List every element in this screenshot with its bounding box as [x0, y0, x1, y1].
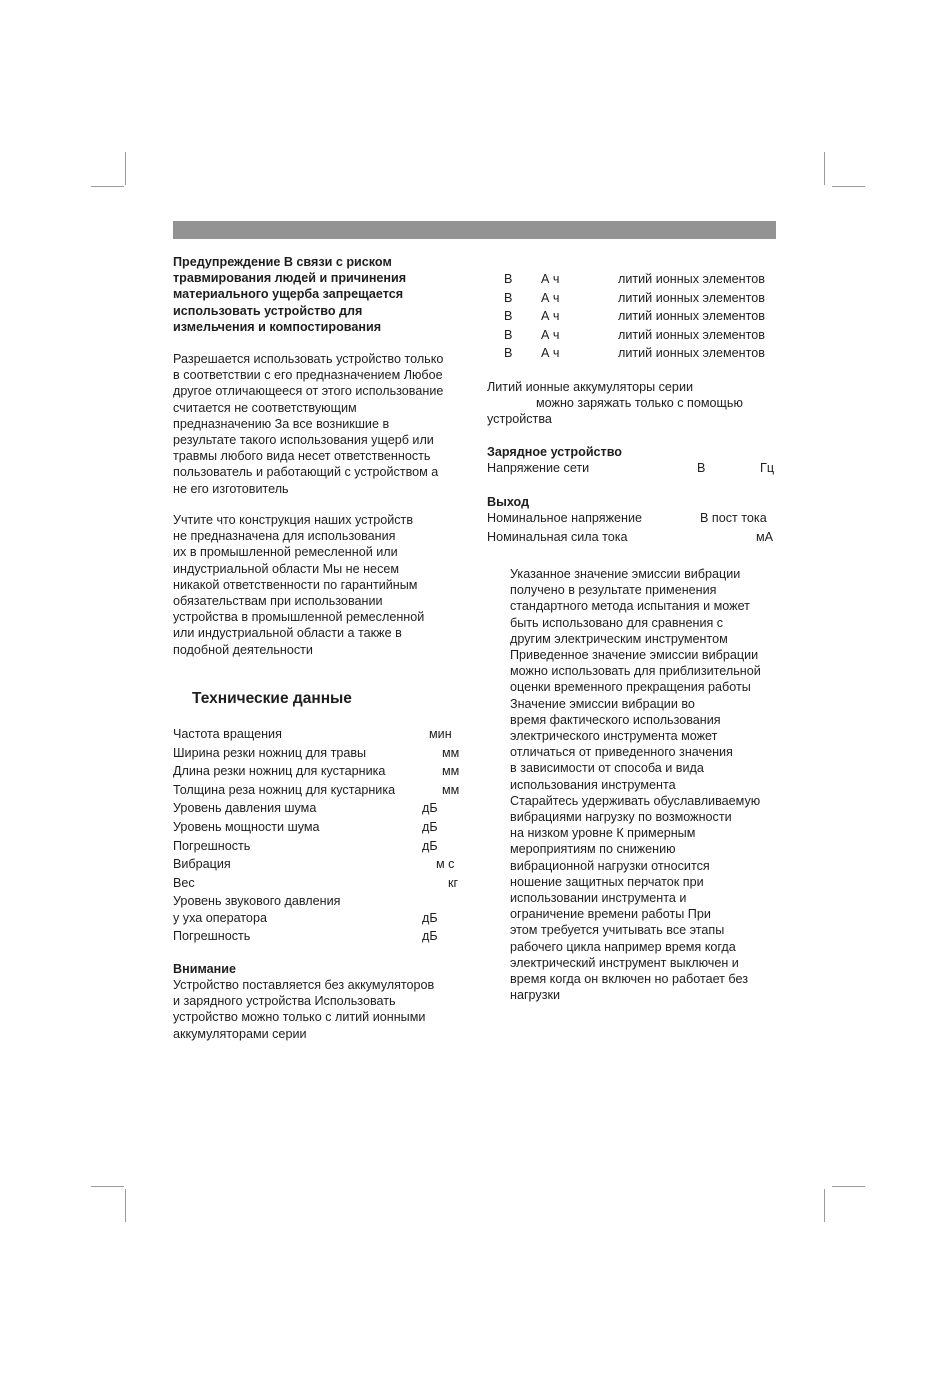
spec-unit: дБ [422, 819, 438, 834]
output-title: Выход [487, 495, 530, 509]
text-line: отличаться от приведенного значения [510, 745, 733, 760]
text-line: устройства в промышленной ремесленной [173, 610, 425, 625]
text-line: или индустриальной области а также в [173, 626, 402, 641]
crop-mark [832, 186, 865, 187]
crop-mark [91, 186, 124, 187]
spec-label: Погрешность [173, 838, 251, 853]
text-line: оценки временного прекращения работы [510, 680, 751, 695]
spec-unit: мм [442, 745, 460, 760]
spec-label: Вибрация [173, 857, 231, 872]
output-label: Номинальная сила тока [487, 529, 628, 544]
spec-label: Ширина резки ножниц для травы [173, 745, 367, 760]
battery-row [487, 327, 777, 346]
charger-title: Зарядное устройство [487, 445, 622, 459]
text-line: электрический инструмент выключен и [510, 955, 739, 970]
text-line: Значение эмиссии вибрации во [510, 696, 695, 711]
spec-row [173, 856, 473, 875]
text-line: Старайтесь удерживать обуславливаемую [510, 793, 761, 808]
attention-paragraph [173, 977, 434, 1042]
text-line: не его изготовитель [173, 481, 289, 496]
text-line: пользователь и работающий с устройством а [173, 465, 439, 480]
spec-label: Уровень мощности шума [173, 819, 320, 834]
battery-row [487, 345, 777, 364]
spec-unit: кг [448, 875, 459, 890]
battery-capacity-unit: А ч [541, 290, 560, 305]
tech-data-table [173, 726, 473, 947]
crop-mark [824, 1189, 825, 1222]
spec-label: Частота вращения [173, 727, 282, 741]
tech-data-title: Технические данные [192, 690, 352, 707]
text-line: этом требуется учитывать все этапы [510, 923, 725, 938]
attention-title: Внимание [173, 962, 236, 976]
spec-label: у уха оператора [173, 910, 267, 925]
charging-note-paragraph [487, 379, 743, 428]
text-line: ограничение времени работы При [510, 907, 711, 922]
output-unit: В пост тока [700, 511, 767, 525]
battery-row [487, 271, 777, 290]
spec-label: Длина резки ножниц для кустарника [173, 764, 386, 779]
warning-line: материального ущерба запрещается [173, 287, 404, 302]
output-unit: мА [756, 529, 774, 544]
text-line: использования инструмента [510, 777, 676, 792]
text-line: Литий ионные аккумуляторы серии [487, 380, 694, 394]
text-line: индустриальной области Мы не несем [173, 561, 400, 576]
text-line: в соответствии с его предназначением Любое [173, 368, 443, 383]
text-line: время когда он включен но работает без [510, 972, 749, 987]
spec-unit: м с [436, 857, 455, 872]
text-line: подобной деятельности [173, 642, 313, 657]
warning-line: Предупреждение В связи с риском [173, 255, 392, 269]
spec-unit: дБ [422, 929, 438, 944]
charger-row [487, 460, 777, 478]
battery-capacity-unit: А ч [541, 272, 560, 286]
text-line: Учтите что конструкция наших устройств [173, 513, 414, 527]
battery-cells: литий ионных элементов [618, 346, 765, 361]
warning-line: измельчения и компостирования [173, 319, 382, 334]
text-line: на низком уровне К примерным [510, 826, 696, 841]
battery-voltage-unit: В [504, 309, 513, 324]
text-line: вибрационной нагрузки относится [510, 858, 710, 873]
text-line: их в промышленной ремесленной или [173, 545, 398, 560]
spec-row [173, 875, 473, 894]
text-line: Устройство поставляется без аккумуляторов [173, 978, 435, 992]
spec-row [173, 910, 473, 929]
text-line: можно заряжать только с помощью [536, 396, 743, 411]
spec-label: Толщина реза ножниц для кустарника [173, 782, 396, 797]
text-line: Приведенное значение эмиссии вибрации [510, 648, 759, 663]
crop-mark [824, 152, 825, 185]
output-label: Номинальное напряжение [487, 511, 643, 525]
charger-voltage-unit: В [697, 461, 706, 475]
output-row [487, 529, 777, 548]
text-line: рабочего цикла например время когда [510, 939, 736, 954]
crop-mark [125, 152, 126, 185]
industrial-note-paragraph [173, 512, 424, 658]
spec-row [173, 800, 473, 819]
spec-row [173, 726, 473, 745]
spec-row [173, 763, 473, 782]
battery-voltage-unit: В [504, 327, 513, 342]
charger-frequency-unit: Гц [760, 461, 775, 475]
crop-mark [125, 1189, 126, 1222]
spec-row [173, 838, 473, 857]
battery-voltage-unit: В [504, 290, 513, 305]
battery-cells: литий ионных элементов [618, 272, 765, 286]
battery-capacity-unit: А ч [541, 327, 560, 342]
spec-unit: мм [442, 764, 460, 779]
spec-unit: мм [442, 782, 460, 797]
text-line: мероприятиям по снижению [510, 842, 676, 857]
spec-unit: мин [429, 727, 452, 741]
text-line: никакой ответственности по гарантийным [173, 577, 418, 592]
battery-capacity-unit: А ч [541, 346, 560, 361]
text-line: Разрешается использовать устройство только [173, 352, 444, 366]
spec-unit: дБ [422, 838, 438, 853]
text-line: получено в результате применения [510, 583, 717, 598]
vibration-note-paragraph [510, 566, 761, 1003]
battery-voltage-unit: В [504, 346, 513, 361]
text-line: ношение защитных перчаток при [510, 874, 704, 889]
text-line: электрического инструмента может [510, 729, 718, 744]
crop-mark [91, 1186, 124, 1187]
battery-voltage-unit: В [504, 272, 513, 286]
warning-block [173, 254, 406, 335]
spec-row [173, 893, 473, 909]
text-line: устройства [487, 412, 552, 427]
crop-mark [832, 1186, 865, 1187]
output-row [487, 510, 777, 529]
text-line: не предназначена для использования [173, 529, 396, 544]
text-line: стандартного метода испытания и может [510, 599, 750, 614]
spec-row [173, 745, 473, 764]
text-line: считается не соответствующим [173, 400, 357, 415]
text-line: Указанное значение эмиссии вибрации [510, 567, 741, 581]
text-line: в зависимости от способа и вида [510, 761, 704, 776]
charger-label: Напряжение сети [487, 461, 590, 475]
spec-label: Вес [173, 875, 195, 890]
text-line: аккумуляторами серии [173, 1026, 307, 1041]
text-line: результате такого использования ущерб или [173, 433, 434, 448]
spec-row [173, 819, 473, 838]
battery-row [487, 308, 777, 327]
text-line: использовании инструмента и [510, 891, 687, 906]
text-line: быть использовано для сравнения с [510, 615, 724, 630]
battery-cells: литий ионных элементов [618, 290, 765, 305]
spec-row [173, 928, 473, 947]
text-line: предназначению За все возникшие в [173, 416, 390, 431]
text-line: травмы любого вида несет ответственность [173, 449, 431, 464]
spec-unit: дБ [422, 910, 438, 925]
spec-label: Погрешность [173, 929, 251, 944]
battery-table [487, 271, 777, 364]
warning-line: травмирования людей и причинения [173, 271, 407, 286]
text-line: время фактического использования [510, 712, 721, 727]
spec-row [173, 782, 473, 801]
output-table [487, 510, 777, 547]
spec-label: Уровень давления шума [173, 801, 317, 816]
text-line: обязательствам при использовании [173, 594, 383, 609]
text-line: нагрузки [510, 988, 561, 1003]
battery-cells: литий ионных элементов [618, 309, 765, 324]
warning-line: использовать устройство для [173, 303, 363, 318]
battery-cells: литий ионных элементов [618, 327, 765, 342]
battery-row [487, 290, 777, 309]
spec-label: Уровень звукового давления [173, 894, 341, 909]
header-bar [173, 221, 776, 239]
spec-unit: дБ [422, 801, 438, 816]
text-line: вибрациями нагрузку по возможности [510, 810, 732, 825]
text-line: и зарядного устройства Использовать [173, 994, 396, 1009]
text-line: устройство можно только с литий ионными [173, 1010, 426, 1025]
text-line: другим электрическим инструментом [510, 631, 728, 646]
permitted-use-paragraph [173, 351, 443, 497]
text-line: можно использовать для приблизительной [510, 664, 761, 679]
text-line: другое отличающееся от этого использование [173, 384, 444, 399]
battery-capacity-unit: А ч [541, 309, 560, 324]
